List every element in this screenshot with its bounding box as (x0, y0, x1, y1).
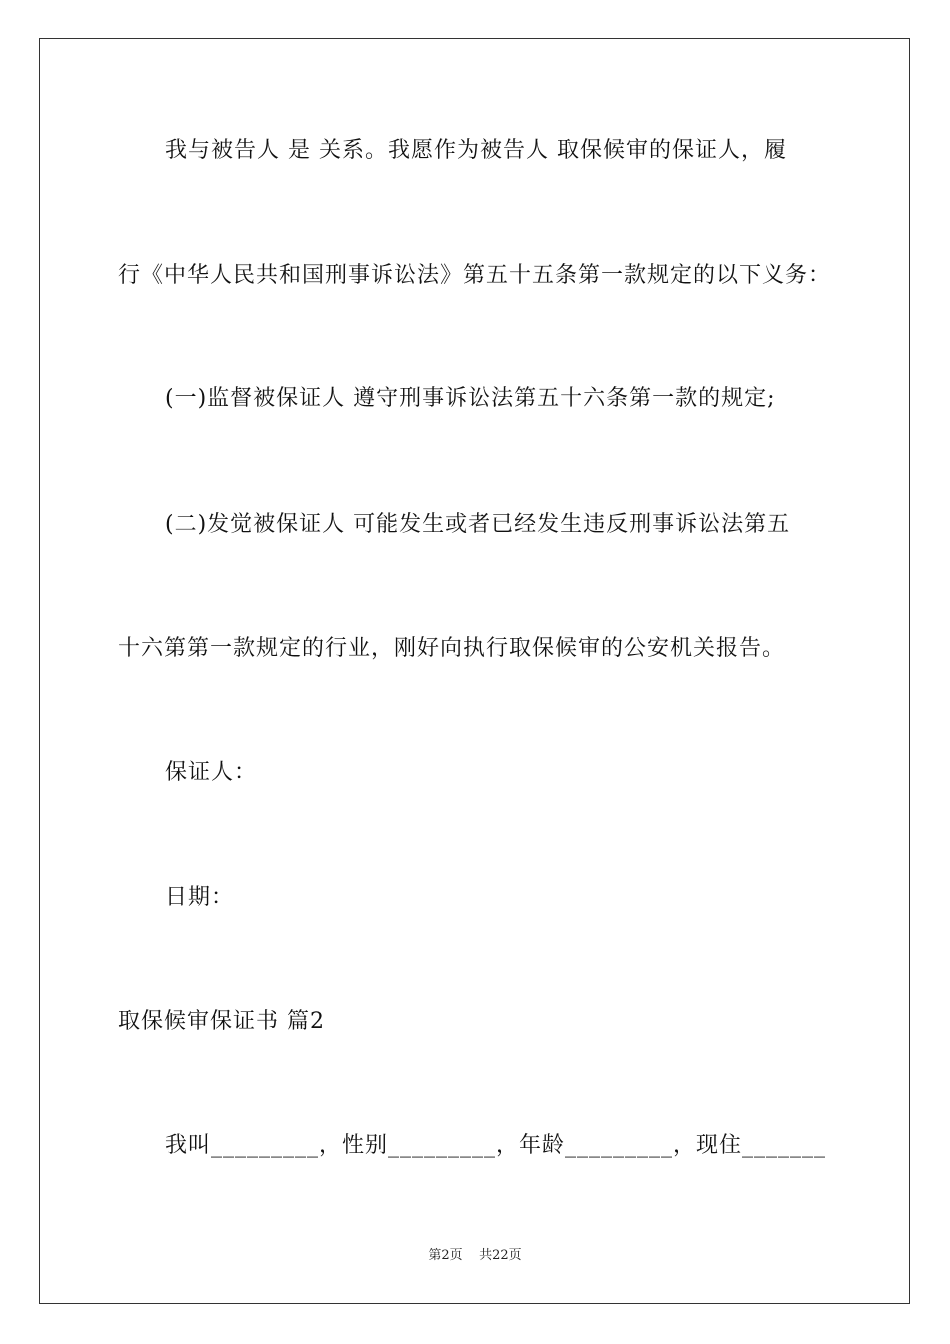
signature-date-label: 日期： (165, 885, 235, 910)
paragraph-obligation-2-cont: 十六第第一款规定的行业，刚好向执行取保候审的公安机关报告。 (118, 636, 786, 661)
paragraph-obligation-1: (一)监督被保证人 遵守刑事诉讼法第五十六条第一款的规定; (165, 386, 776, 411)
paragraph-obligation-2: (二)发觉被保证人 可能发生或者已经发生违反刑事诉讼法第五 (165, 512, 791, 537)
section-heading: 取保候审保证书 篇2 (118, 1009, 325, 1034)
paragraph-personal-info: 我叫_________，性别_________，年龄_________，现住_______ (165, 1133, 827, 1158)
page-number: 第2页 (428, 1248, 463, 1263)
page-border (39, 38, 910, 1304)
paragraph-guarantor-relation: 我与被告人 是 关系。我愿作为被告人 取保候审的保证人，履 (165, 138, 787, 163)
signature-guarantor-label: 保证人： (165, 760, 258, 785)
page-footer (0, 1248, 950, 1264)
page-total: 共22页 (479, 1248, 522, 1263)
paragraph-obligations-intro: 行《中华人民共和国刑事诉讼法》第五十五条第一款规定的以下义务： (118, 263, 832, 288)
